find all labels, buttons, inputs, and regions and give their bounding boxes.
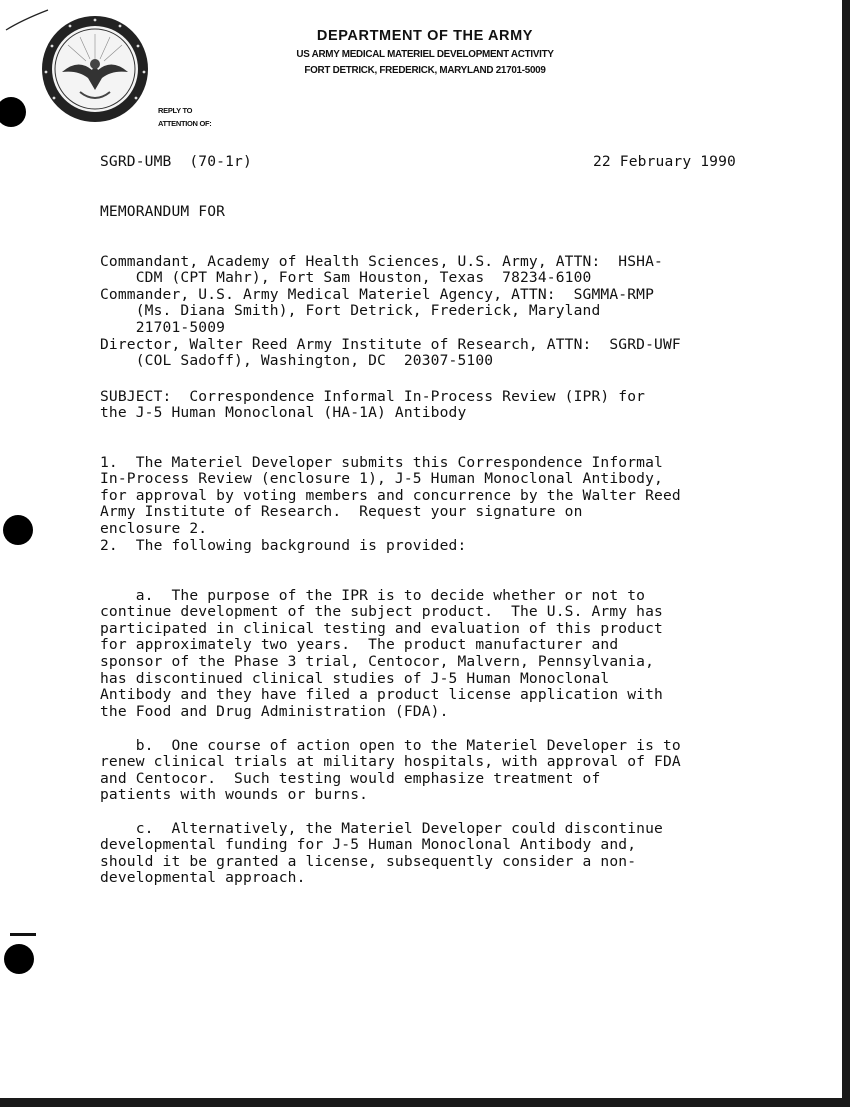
reply-to-label: REPLY TO xyxy=(158,106,193,115)
scan-edge-bottom xyxy=(0,1098,850,1107)
memorandum-for-heading: MEMORANDUM FOR xyxy=(100,203,226,220)
addressee-line: Director, Walter Reed Army Institute of Research, ATTN: SGRD-UWF xyxy=(100,335,681,353)
paragraph-line: In-Process Review (enclosure 1), J-5 Human Monoclonal Antibody, xyxy=(100,470,663,488)
paragraph-line: participated in clinical testing and evaluation of this product xyxy=(100,619,663,637)
addressee-line: 21701-5009 xyxy=(100,318,226,336)
paragraph-line: has discontinued clinical studies of J-5 Human Monoclonal xyxy=(100,669,610,687)
letterhead-activity: US ARMY MEDICAL MATERIEL DEVELOPMENT ACTIVITY xyxy=(296,48,554,60)
paragraph-line: c. Alternatively, the Materiel Developer could discontinue xyxy=(100,819,663,837)
addressee-line: Commandant, Academy of Health Sciences, U.S. Army, ATTN: HSHA- xyxy=(100,252,663,270)
paragraph-line: developmental funding for J-5 Human Monoclonal Antibody and, xyxy=(100,836,637,854)
paragraph-2a xyxy=(100,571,663,737)
paragraph-line: continue development of the subject product. The U.S. Army has xyxy=(100,603,663,621)
addressee-line: (Ms. Diana Smith), Fort Detrick, Frederick, Maryland xyxy=(100,302,601,320)
punch-hole-top xyxy=(0,97,26,127)
paragraph-line: patients with wounds or burns. xyxy=(100,786,369,804)
paragraph-line: and Centocor. Such testing would emphasize treatment of xyxy=(100,769,601,787)
paragraph-line: sponsor of the Phase 3 trial, Centocor, Malvern, Pennsylvania, xyxy=(100,652,655,670)
addressee-block xyxy=(100,237,681,386)
office-symbol: SGRD-UMB (70-1r) xyxy=(100,153,252,170)
letterhead-address: FORT DETRICK, FREDERICK, MARYLAND 21701-5009 xyxy=(304,64,546,76)
paragraph-line: developmental approach. xyxy=(100,869,306,887)
paragraph-line: enclosure 2. xyxy=(100,519,208,537)
subject-line: the J-5 Human Monoclonal (HA-1A) Antibody xyxy=(100,404,467,422)
department-of-defense-seal xyxy=(40,14,150,124)
punch-hole-bottom xyxy=(4,944,34,974)
paragraph-line: b. One course of action open to the Materiel Developer is to xyxy=(100,736,681,754)
subject-block xyxy=(100,372,645,438)
paragraph-line: Army Institute of Research. Request your signature on xyxy=(100,503,583,521)
paragraph-line: for approximately two years. The product manufacturer and xyxy=(100,636,619,654)
punch-hole-middle xyxy=(3,515,33,545)
paragraph-line: 1. The Materiel Developer submits this Correspondence Informal xyxy=(100,453,663,471)
paragraph-line: the Food and Drug Administration (FDA). xyxy=(100,702,449,720)
paragraph-line: a. The purpose of the IPR is to decide whether or not to xyxy=(100,586,646,604)
paragraph-2-heading: 2. The following background is provided: xyxy=(100,537,467,554)
memo-date: 22 February 1990 xyxy=(593,153,736,170)
letterhead-department: DEPARTMENT OF THE ARMY xyxy=(316,28,534,44)
attention-of-label: ATTENTION OF: xyxy=(158,119,212,128)
margin-dash xyxy=(10,933,36,936)
subject-line: SUBJECT: Correspondence Informal In-Process Review (IPR) for xyxy=(100,387,646,405)
addressee-line: CDM (CPT Mahr), Fort Sam Houston, Texas 78234-6100 xyxy=(100,269,592,287)
addressee-line: Commander, U.S. Army Medical Materiel Agency, ATTN: SGMMA-RMP xyxy=(100,285,655,303)
scan-edge-right xyxy=(842,0,850,1100)
paragraph-line: Antibody and they have filed a product license application with xyxy=(100,686,663,704)
paragraph-line: should it be granted a license, subsequently consider a non- xyxy=(100,852,637,870)
paragraph-line: for approval by voting members and concurrence by the Walter Reed xyxy=(100,486,681,504)
paragraph-2c xyxy=(100,804,663,904)
addressee-line: (COL Sadoff), Washington, DC 20307-5100 xyxy=(100,352,494,370)
paragraph-line: renew clinical trials at military hospitals, with approval of FDA xyxy=(100,753,681,771)
